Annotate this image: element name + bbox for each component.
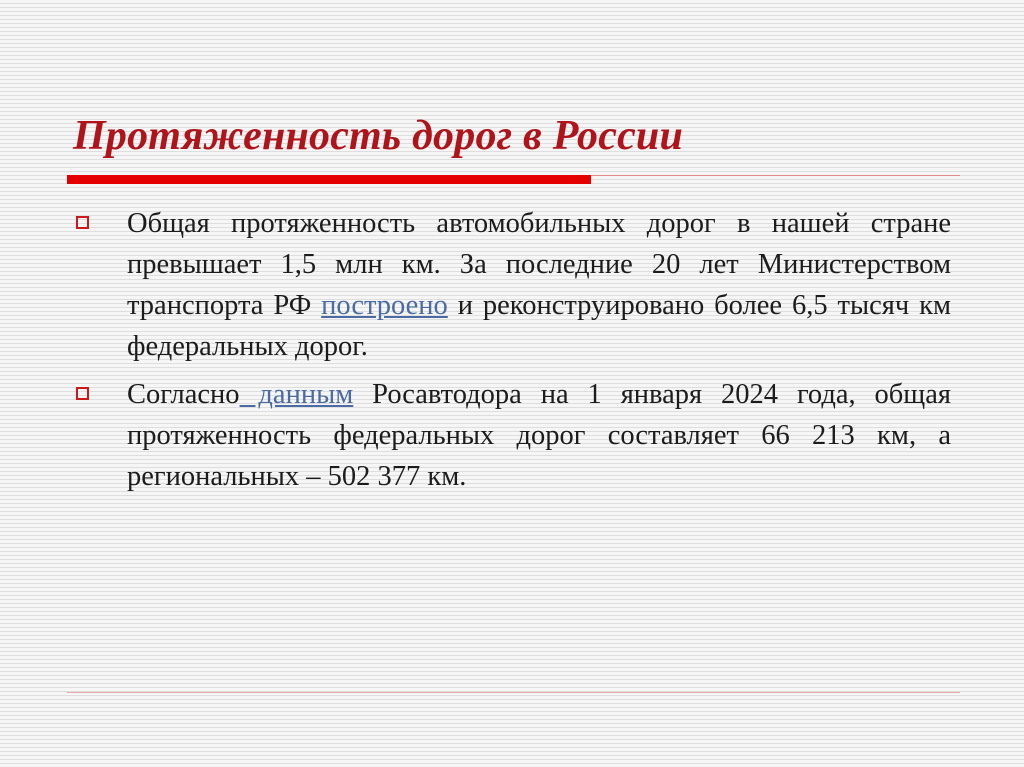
- hollow-square-bullet-icon: [76, 387, 89, 400]
- footer-divider: [67, 692, 960, 693]
- list-item: [76, 203, 951, 367]
- bullet-text-before: Общая протяженность автомобильных дорог в нашей стране превышает 1,5 млн км. За последние 20 лет Министерством транспорта РФ: [127, 208, 951, 321]
- bullet-text-after: и реконструировано более 6,5 тысяч км федеральных дорог.: [127, 290, 951, 362]
- dannym-link[interactable]: данным: [239, 379, 354, 410]
- slide-title: Протяженность дорог в России: [73, 113, 684, 159]
- bullet-text: [127, 203, 951, 367]
- title-underline-accent: [67, 175, 591, 184]
- bullet-list: [76, 203, 951, 504]
- list-item: [76, 374, 951, 497]
- postroeno-link[interactable]: построено: [321, 290, 448, 321]
- bullet-text-after: Росавтодора на 1 января 2024 года, общая протяженность федеральных дорог составляет 66 213 км, а региональных – 502 377 км.: [127, 379, 951, 492]
- hollow-square-bullet-icon: [76, 216, 89, 229]
- bullet-text: [127, 374, 951, 497]
- bullet-text-before: Согласно: [127, 379, 240, 410]
